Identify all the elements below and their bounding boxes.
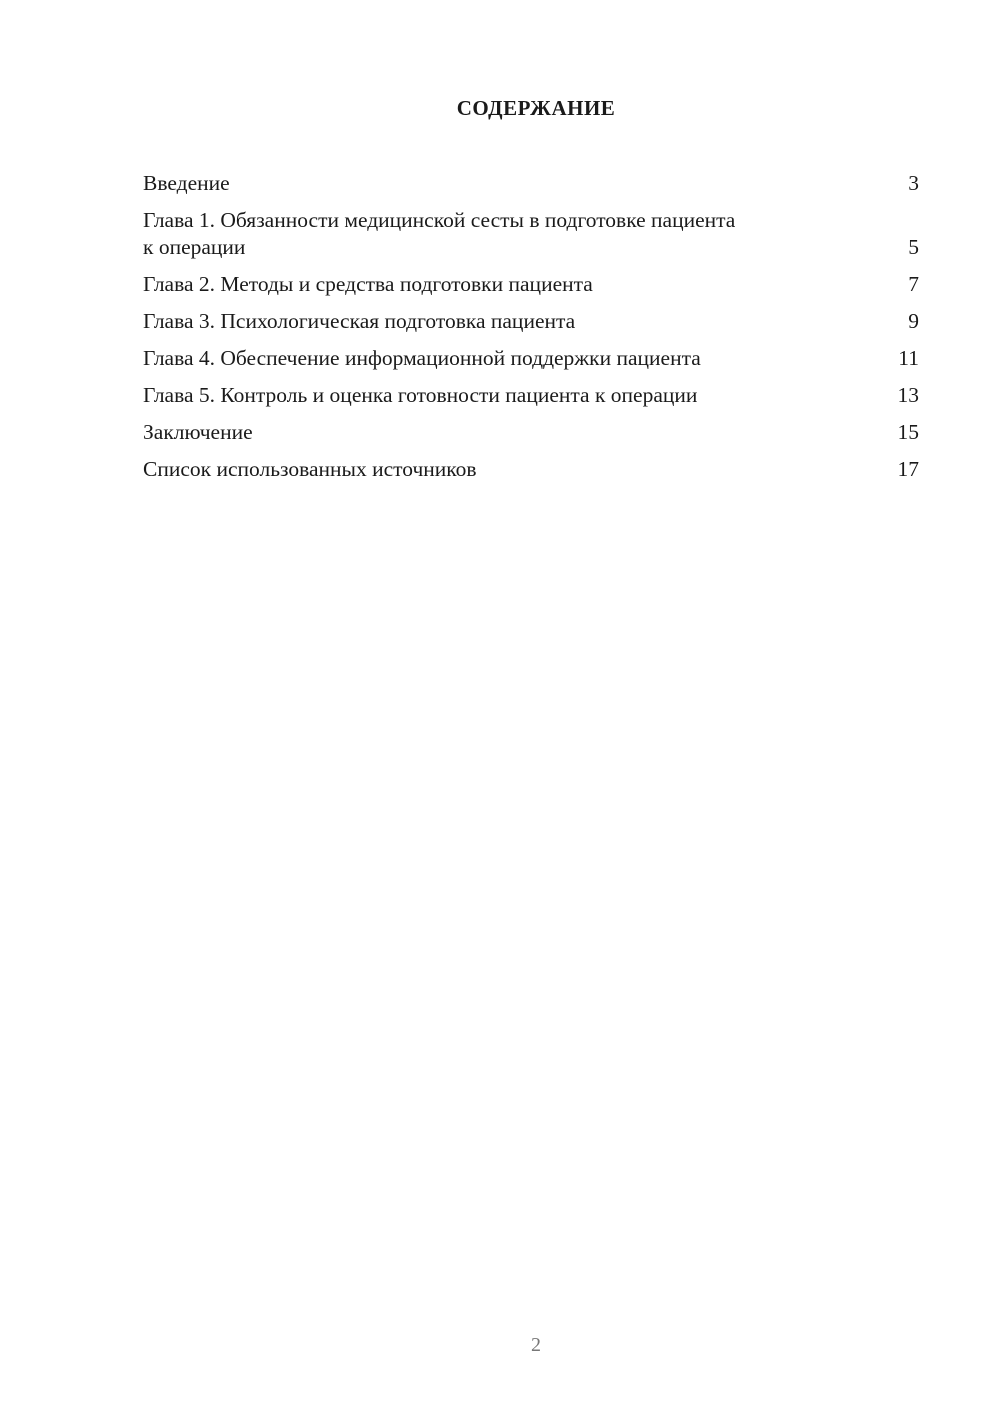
toc-entry <box>143 308 919 335</box>
toc-entry-page: 15 <box>897 420 919 444</box>
table-of-contents <box>143 170 919 493</box>
toc-entry <box>143 456 919 483</box>
toc-entry-title: Глава 4. Обеспечение информационной поддержки пациента <box>143 346 701 370</box>
toc-entry-title: Глава 1. Обязанности медицинской сесты в подготовке пациента к операции <box>143 208 736 259</box>
toc-entry <box>143 419 919 446</box>
toc-entry <box>143 207 919 261</box>
toc-entry <box>143 345 919 372</box>
toc-entry-page: 11 <box>898 346 919 370</box>
toc-entry-title: Глава 3. Психологическая подготовка пациента <box>143 309 576 333</box>
toc-entry-page: 9 <box>908 309 919 333</box>
toc-entry-page: 7 <box>908 272 919 296</box>
page-number: 2 <box>531 1334 541 1356</box>
toc-entry <box>143 382 919 409</box>
toc-entry-title: Введение <box>143 171 230 195</box>
page-title: СОДЕРЖАНИЕ <box>456 96 616 120</box>
toc-entry <box>143 271 919 298</box>
toc-entry-page: 5 <box>908 235 919 259</box>
toc-entry <box>143 170 919 197</box>
toc-entry-title: Список использованных источников <box>143 457 477 481</box>
toc-entry-page: 17 <box>897 457 919 481</box>
toc-entry-page: 3 <box>908 171 919 195</box>
toc-entry-page: 13 <box>897 383 919 407</box>
toc-entry-title: Глава 2. Методы и средства подготовки пациента <box>143 272 593 296</box>
toc-entry-title: Заключение <box>143 420 253 444</box>
toc-entry-title: Глава 5. Контроль и оценка готовности пациента к операции <box>143 383 698 407</box>
